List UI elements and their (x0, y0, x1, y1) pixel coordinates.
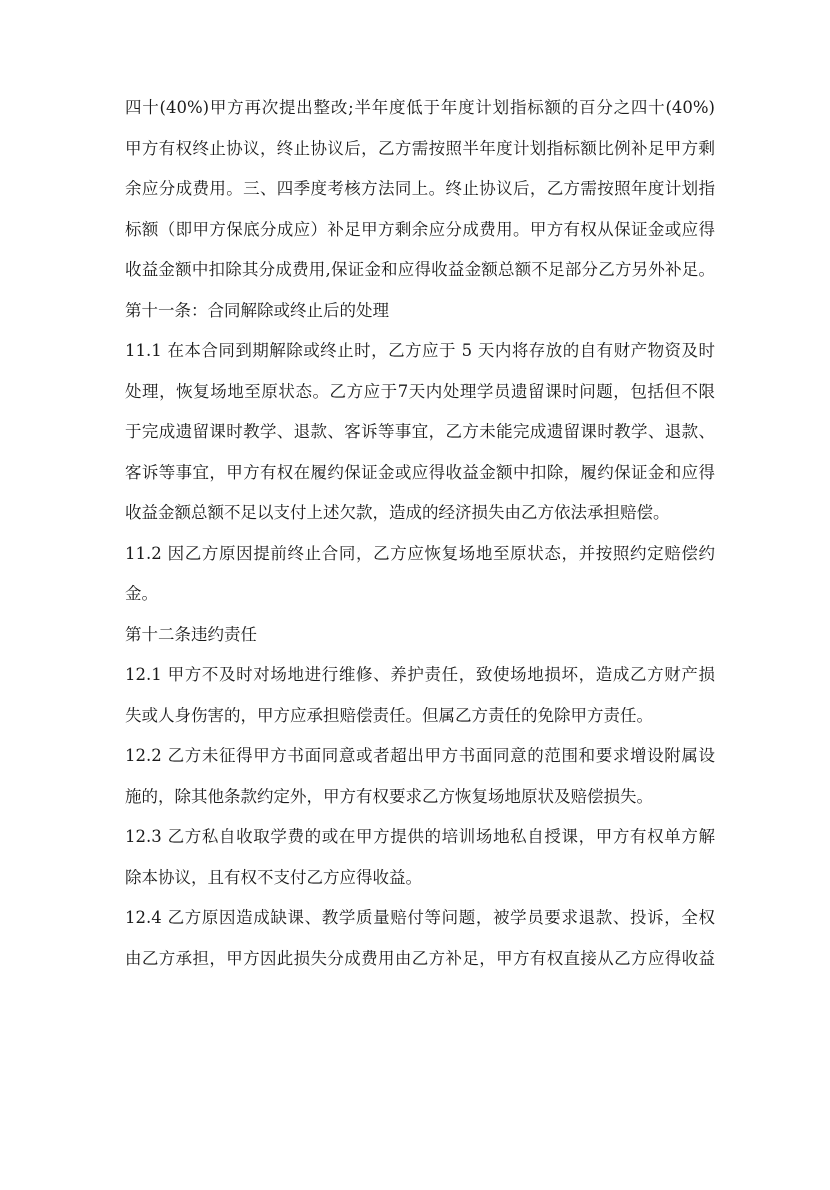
paragraph-line: 11.2 因乙方原因提前终止合同，乙方应恢复场地至原状态，并按照约定赔偿约 (125, 543, 715, 563)
paragraph-line: 12.3 乙方私自收取学费的或在甲方提供的培训场地私自授课，甲方有权单方解 (125, 827, 715, 846)
paragraph-line: 失或人身伤害的，甲方应承担赔偿责任。但属乙方责任的免除甲方责任。 (125, 705, 653, 725)
watermark (296, 1102, 365, 1190)
paragraph-line: 收益金额总额不足以支付上述欠款，造成的经济损失由乙方依法承担赔偿。 (125, 503, 670, 522)
paragraph-line: 余应分成费用。三、四季度考核方法同上。终止协议后，乙方需按照年度计划指 (125, 179, 715, 198)
paragraph-line: 处理，恢复场地至原状态。乙方应于7天内处理学员遗留课时问题，包括但不限 (125, 381, 715, 401)
paragraph-line: 施的，除其他条款约定外，甲方有权要求乙方恢复场地原状及赔偿损失。 (125, 786, 653, 806)
paragraph-line: 金。 (125, 584, 158, 603)
paragraph-line: 标额（即甲方保底分成应）补足甲方剩余应分成费用。甲方有权从保证金或应得 (125, 219, 715, 239)
paragraph-line: 甲方有权终止协议，终止协议后，乙方需按照半年度计划指标额比例补足甲方剩 (125, 138, 715, 158)
section-heading: 第十一条：合同解除或终止后的处理 (125, 300, 389, 320)
section-heading: 第十二条违约责任 (125, 624, 257, 644)
paragraph-line: 四十(40%)甲方再次提出整改;半年度低于年度计划指标额的百分之四十(40%) (125, 98, 715, 117)
paragraph-line: 12.4 乙方原因造成缺课、教学质量赔付等问题，被学员要求退款、投诉，全权 (125, 908, 715, 927)
paragraph-line: 收益金额中扣除其分成费用,保证金和应得收益金额总额不足部分乙方另外补足。 (125, 260, 715, 279)
paragraph-line: 11.1 在本合同到期解除或终止时，乙方应于 5 天内将存放的自有财产物资及时 (125, 341, 715, 360)
paragraph-line: 12.1 甲方不及时对场地进行维修、养护责任，致使场地损坏，造成乙方财产损 (125, 665, 715, 684)
paragraph-line: 12.2 乙方未征得甲方书面同意或者超出甲方书面同意的范围和要求增设附属设 (125, 746, 715, 765)
paragraph-line: 客诉等事宜，甲方有权在履约保证金或应得收益金额中扣除，履约保证金和应得 (125, 462, 715, 482)
paragraph-line: 除本协议，且有权不支付乙方应得收益。 (125, 867, 422, 887)
paragraph-line: 于完成遗留课时教学、退款、客诉等事宜，乙方未能完成遗留课时教学、退款、 (125, 422, 715, 441)
paragraph-line: 由乙方承担，甲方因此损失分成费用由乙方补足，甲方有权直接从乙方应得收益 (125, 948, 715, 968)
document-body (125, 88, 715, 979)
